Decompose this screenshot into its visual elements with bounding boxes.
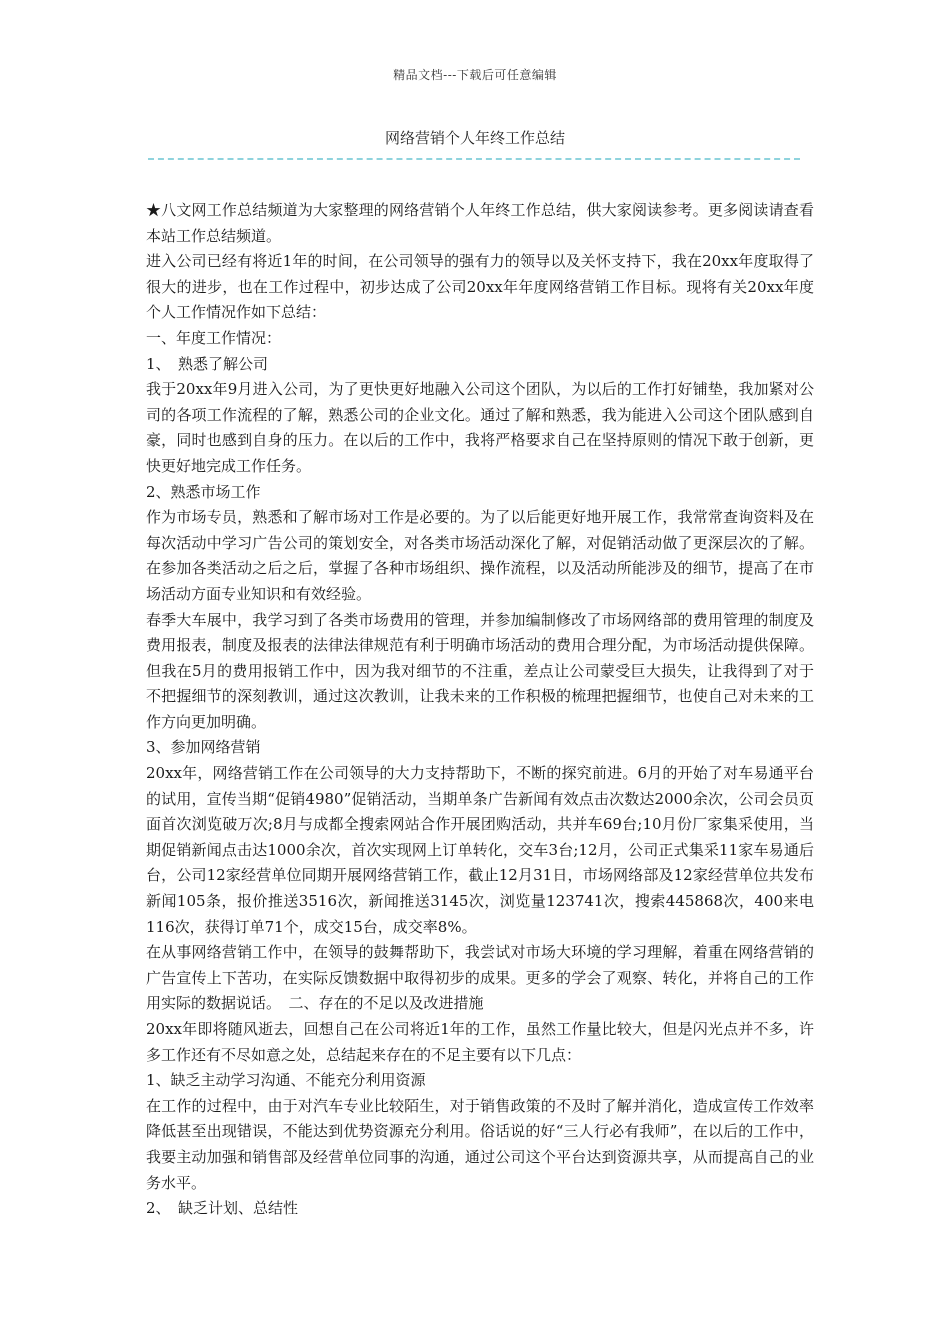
document-title: 网络营销个人年终工作总结 <box>384 129 565 147</box>
body-paragraph: 进入公司已经有将近1年的时间，在公司领导的强有力的领导以及关怀支持下，我在20xx年度取得了很大的进步，也在工作过程中，初步达成了公司20xx年年度网络营销工作目标。现将有关20xx年度个人工作情况作如下总结： <box>146 252 814 322</box>
subsection-heading: 2、 缺乏计划、总结性 <box>146 1199 299 1218</box>
section-heading: 一、年度工作情况： <box>146 328 282 347</box>
intro-paragraph: ★八文网工作总结频道为大家整理的网络营销个人年终工作总结，供大家阅读参考。更多阅读请查看本站工作总结频道。 <box>146 201 814 245</box>
body-paragraph: 我于20xx年9月进入公司，为了更快更好地融入公司这个团队，为以后的工作打好铺垫，我加紧对公司的各项工作流程的了解，熟悉公司的企业文化。通过了解和熟悉，我为能进入公司这个团队感到自豪，同时也感到自身的压力。在以后的工作中，我将严格要求自己在坚持原则的情况下敢于创新，更快更好地完成工作任务。 <box>146 380 814 475</box>
header-note: 精品文档---下载后可任意编辑 <box>393 68 557 82</box>
document-body <box>146 198 814 1222</box>
subsection-heading: 2、熟悉市场工作 <box>146 482 261 501</box>
title-divider <box>148 158 800 160</box>
body-paragraph: 春季大车展中，我学习到了各类市场费用的管理，并参加编制修改了市场网络部的费用管理的制度及费用报表，制度及报表的法律法律规范有利于明确市场活动的费用合理分配，为市场活动提供保障。但我在5月的费用报销工作中，因为我对细节的不注重，差点让公司蒙受巨大损失，让我得到了对于不把握细节的深刻教训，通过这次教训，让我未来的工作积极的梳理把握细节，也使自己对未来的工作方向更加明确。 <box>146 610 814 731</box>
body-paragraph: 在从事网络营销工作中，在领导的鼓舞帮助下，我尝试对市场大环境的学习理解，着重在网络营销的广告宣传上下苦功，在实际反馈数据中取得初步的成果。更多的学会了观察、转化，并将自己的工作用实际的数据说话。 二、存在的不足以及改进措施 <box>146 943 814 1013</box>
subsection-heading: 1、缺乏主动学习沟通、不能充分利用资源 <box>146 1071 426 1090</box>
subsection-heading: 1、 熟悉了解公司 <box>146 354 269 373</box>
body-paragraph: 在工作的过程中，由于对汽车专业比较陌生，对于销售政策的不及时了解并消化，造成宣传工作效率降低甚至出现错误，不能达到优势资源充分利用。俗话说的好“三人行必有我师”，在以后的工作中，我要主动加强和销售部及经营单位同事的沟通，通过公司这个平台达到资源共享，从而提高自己的业务水平。 <box>146 1096 814 1192</box>
body-paragraph: 20xx年即将随风逝去，回想自己在公司将近1年的工作，虽然工作量比较大，但是闪光点并不多，许多工作还有不尽如意之处，总结起来存在的不足主要有以下几点： <box>146 1020 814 1064</box>
body-paragraph: 作为市场专员，熟悉和了解市场对工作是必要的。为了以后能更好地开展工作，我常常查询资料及在每次活动中学习广告公司的策划安全，对各类市场活动深化了解，对促销活动做了更深层次的了解。在参加各类活动之后之后，掌握了各种市场组织、操作流程，以及活动所能涉及的细节，提高了在市场活动方面专业知识和有效经验。 <box>146 508 814 603</box>
subsection-heading: 3、参加网络营销 <box>146 738 261 757</box>
body-paragraph: 20xx年，网络营销工作在公司领导的大力支持帮助下，不断的探究前进。6月的开始了对车易通平台的试用，宣传当期“促销4980”促销活动，当期单条广告新闻有效点击次数达2000余次，公司会员页面首次浏览破万次;8月与成都全搜索网站合作开展团购活动，共并车69台;10月份厂家集采使用，当期促销新闻点击达1000余次，首次实现网上订单转化，交车3台;12月，公司正式集采11家车易通后台，公司12家经营单位同期开展网络营销工作，截止12月31日，市场网络部及12家经营单位共发布新闻105条，报价推送3516次，新闻推送3145次，浏览量123741次，搜索445868次，400来电116次，获得订单71个，成交15台，成交率8%。 <box>146 764 814 936</box>
